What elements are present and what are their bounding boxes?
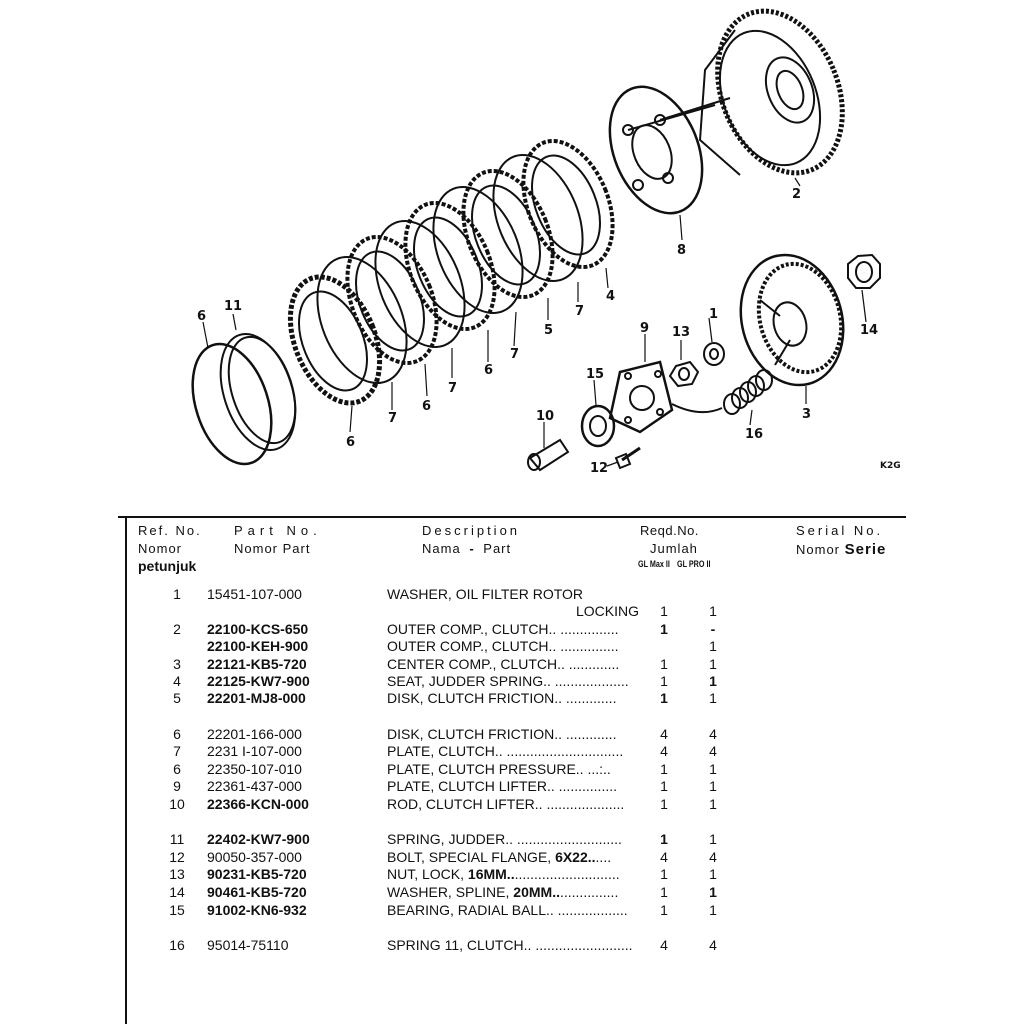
row-ref: 16 [169, 937, 185, 953]
callout-6d: 6 [422, 399, 432, 414]
row-part-no: 22402-KW7-900 [207, 831, 310, 847]
row-description: LOCKING [575, 603, 639, 619]
table-left-rule [125, 516, 127, 1024]
row-qty-gl-max: 1 [660, 603, 668, 619]
row-part-no: 22361-437-000 [207, 778, 302, 794]
callout-16: 16 [745, 427, 764, 442]
row-desc-a: WASHER, SPLINE, [387, 884, 514, 900]
row-qty-gl-pro: 1 [709, 796, 717, 812]
header-nomor: Nomor [138, 541, 183, 556]
header-reqd-no: Reqd.No. [640, 523, 699, 538]
row-qty-gl-pro: 4 [709, 726, 717, 742]
callout-7c: 7 [448, 381, 458, 396]
row-ref: 6 [173, 761, 181, 777]
row-qty-gl-max: 1 [660, 831, 668, 847]
row-ref: 6 [173, 726, 181, 742]
row-description: OUTER COMP., CLUTCH.. ............... [387, 621, 619, 637]
row-qty-gl-pro: 1 [709, 761, 717, 777]
callout-6b: 5 [544, 323, 554, 338]
row-part-no: 22100-KEH-900 [207, 638, 309, 654]
row-qty-gl-max: 1 [660, 621, 668, 637]
row-part-no: 90050-357-000 [207, 849, 302, 865]
row-part-no: 90231-KB5-720 [207, 866, 307, 882]
row-description: OUTER COMP., CLUTCH.. ............... [387, 638, 619, 654]
callout-2: 2 [792, 187, 802, 202]
washer-part [704, 343, 724, 365]
callout-14: 14 [860, 323, 879, 338]
row-ref: 1 [173, 586, 181, 602]
header-jumlah: Jumlah [650, 541, 698, 556]
callout-15: 15 [586, 367, 605, 382]
row-ref: 15 [169, 902, 185, 918]
row-qty-gl-pro: 1 [709, 690, 717, 706]
row-part-no: 91002-KN6-932 [207, 902, 307, 918]
row-desc-c: .... [595, 849, 612, 865]
callout-4: 6 [197, 309, 207, 324]
row-ref: 11 [169, 831, 185, 847]
lock-nut-part [670, 362, 698, 386]
flange-bolt-part [616, 448, 640, 468]
row-part-no: 22201-MJ8-000 [207, 690, 306, 706]
row-qty-gl-max: 4 [660, 937, 668, 953]
header-ref-no: Ref. No. [138, 523, 202, 538]
callout-9: 9 [640, 321, 650, 336]
row-qty-gl-pro: - [710, 621, 716, 637]
callout-10: 10 [536, 409, 555, 424]
header-model-gl-pro: GL PRO II [677, 559, 711, 569]
header-nama-part [422, 541, 511, 556]
spline-washer-part [848, 255, 880, 288]
row-qty-gl-max: 4 [660, 726, 668, 742]
row-description: BEARING, RADIAL BALL.. .................. [387, 902, 628, 918]
row-ref: 13 [169, 866, 185, 882]
row-part-no: 90461-KB5-720 [207, 884, 307, 900]
header-description: Description [422, 523, 521, 538]
row-qty-gl-pro: 1 [709, 673, 717, 689]
row-description: PLATE, CLUTCH PRESSURE.. ...:.. [387, 761, 611, 777]
row-description: ROD, CLUTCH LIFTER.. .................... [387, 796, 625, 812]
table-top-rule [118, 516, 906, 518]
callout-6c: 6 [484, 363, 494, 378]
row-description: SPRING 11, CLUTCH.. ......................... [387, 937, 633, 953]
callout-7b: 7 [510, 347, 520, 362]
row-part-no: 95014-75110 [207, 937, 289, 953]
row-description [387, 884, 643, 900]
row-qty-gl-max: 1 [660, 902, 668, 918]
callout-7a: 7 [575, 304, 585, 319]
row-qty-gl-pro: 1 [709, 603, 717, 619]
clutch-center-part [727, 243, 858, 396]
row-qty-gl-pro: 1 [709, 638, 717, 654]
row-qty-gl-pro: 4 [709, 849, 717, 865]
row-description: CENTER COMP., CLUTCH.. ............. [387, 656, 620, 672]
row-part-no: 22350-107-010 [207, 761, 302, 777]
row-qty-gl-pro: 4 [709, 937, 717, 953]
header-petunjuk: petunjuk [138, 558, 197, 574]
row-ref: 3 [173, 656, 181, 672]
callout-1: 1 [709, 307, 719, 322]
row-description [387, 849, 643, 865]
row-part-no: 22100-KCS-650 [207, 621, 309, 637]
callout-8: 8 [677, 243, 687, 258]
row-description: WASHER, OIL FILTER ROTOR [387, 586, 584, 602]
row-ref: 4 [173, 673, 181, 689]
row-ref: 12 [169, 849, 185, 865]
header-nama-dash: - [469, 541, 475, 556]
row-qty-gl-pro: 1 [709, 866, 717, 882]
row-qty-gl-max: 1 [660, 796, 668, 812]
row-description: SEAT, JUDDER SPRING.. ................... [387, 673, 629, 689]
row-desc-c: ........................... [514, 866, 620, 882]
row-ref: 14 [169, 884, 185, 900]
header-nomor-part: Nomor Part [234, 541, 311, 556]
row-qty-gl-pro: 1 [709, 902, 717, 918]
header-serial-no: Serial No. [796, 523, 884, 538]
lifter-plate-part [610, 362, 672, 432]
row-desc-b: 6X22.. [555, 849, 596, 865]
row-qty-gl-max: 4 [660, 743, 668, 759]
row-qty-gl-max: 4 [660, 849, 668, 865]
callout-6a: 4 [606, 289, 616, 304]
row-qty-gl-max: 1 [660, 656, 668, 672]
callout-7d: 7 [388, 411, 398, 426]
callout-12: 12 [590, 461, 609, 476]
header-nomor-serie [796, 541, 886, 558]
judder-spring-part [179, 324, 309, 474]
header-model-gl-max: GL Max II [638, 559, 670, 569]
row-ref: 10 [169, 796, 185, 812]
row-qty-gl-max: 1 [660, 673, 668, 689]
row-part-no: 22125-KW7-900 [207, 673, 310, 689]
header-nomor-serie-a: Nomor [796, 542, 841, 557]
row-desc-c: ............... [559, 884, 619, 900]
row-desc-b: 20MM.. [513, 884, 560, 900]
row-description [387, 866, 643, 882]
callout-5: 6 [346, 435, 356, 450]
clutch-spring-part [724, 370, 772, 414]
callout-13: 13 [672, 325, 691, 340]
diagram-code: K2G [880, 461, 901, 471]
header-nama-a: Nama [422, 541, 461, 556]
row-qty-gl-max: 1 [660, 778, 668, 794]
exploded-clutch-diagram [0, 0, 1024, 500]
clutch-outer-part [695, 0, 865, 192]
row-qty-gl-pro: 1 [709, 656, 717, 672]
header-nomor-serie-b: Serie [844, 541, 887, 558]
row-description: DISK, CLUTCH FRICTION.. ............. [387, 690, 617, 706]
row-desc-b: 16MM.. [467, 866, 515, 882]
row-part-no: 2231 I-107-000 [207, 743, 302, 759]
row-ref: 7 [173, 743, 181, 759]
row-qty-gl-pro: 1 [709, 778, 717, 794]
row-ref: 9 [173, 778, 181, 794]
callout-3: 3 [802, 407, 812, 422]
row-description: PLATE, CLUTCH LIFTER.. ............... [387, 778, 618, 794]
row-qty-gl-max: 1 [660, 690, 668, 706]
row-qty-gl-pro: 4 [709, 743, 717, 759]
row-qty-gl-max: 1 [660, 866, 668, 882]
pressure-plate-part [592, 73, 730, 227]
row-ref: 2 [173, 621, 181, 637]
header-nama-b: Part [483, 541, 512, 556]
row-description: PLATE, CLUTCH.. .............................. [387, 743, 624, 759]
row-part-no: 22201-166-000 [207, 726, 302, 742]
row-ref: 5 [173, 690, 181, 706]
row-desc-a: NUT, LOCK, [387, 866, 468, 882]
row-part-no: 22121-KB5-720 [207, 656, 307, 672]
row-qty-gl-max: 1 [660, 761, 668, 777]
header-part-no: Part No. [234, 523, 322, 538]
row-qty-gl-max: 1 [660, 884, 668, 900]
row-qty-gl-pro: 1 [709, 884, 717, 900]
row-qty-gl-pro: 1 [709, 831, 717, 847]
row-description: DISK, CLUTCH FRICTION.. ............. [387, 726, 617, 742]
row-part-no: 15451-107-000 [207, 586, 302, 602]
row-part-no: 22366-KCN-000 [207, 796, 309, 812]
lifter-rod-part [528, 440, 568, 470]
row-description: SPRING, JUDDER.. ........................... [387, 831, 622, 847]
bearing-part [582, 406, 614, 446]
row-desc-a: BOLT, SPECIAL FLANGE, [387, 849, 556, 865]
callout-11: 11 [224, 299, 243, 314]
